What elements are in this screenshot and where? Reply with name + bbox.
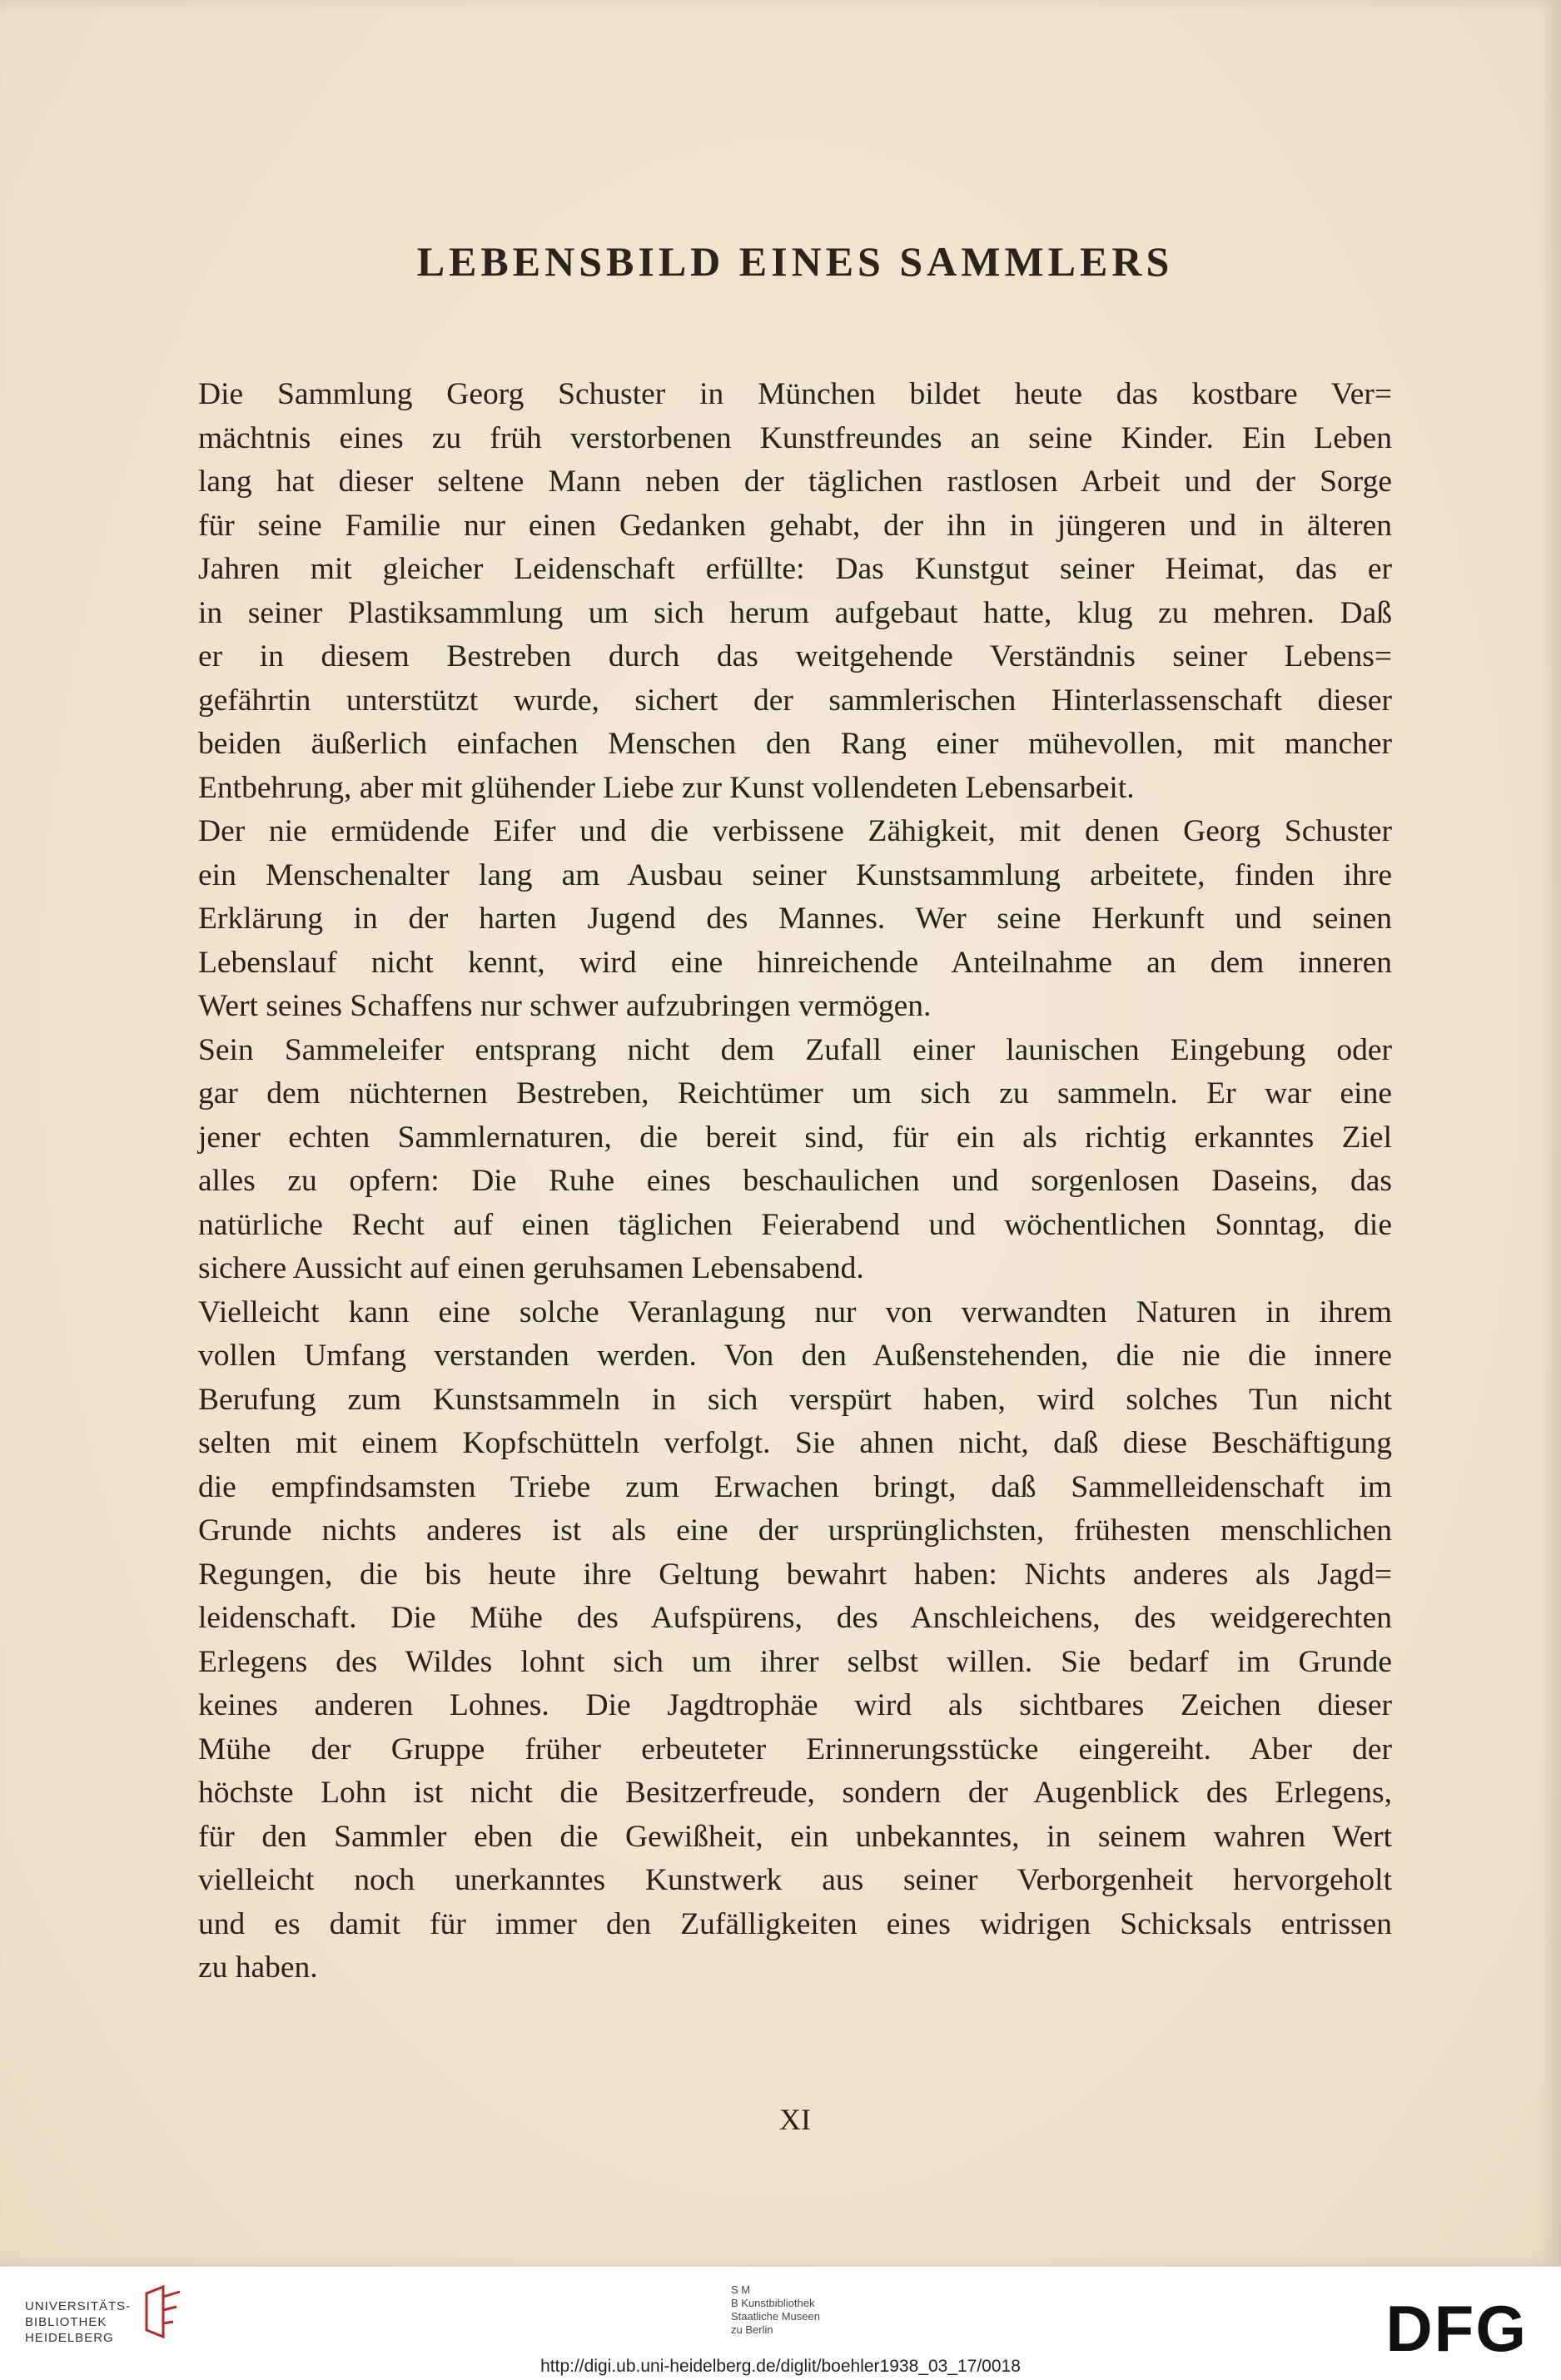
text-line: selten mit einem Kopfschütteln verfolgt. Sie ahnen nicht, daß diese Beschäftigung xyxy=(198,1426,1392,1460)
university-logo-icon xyxy=(140,2285,190,2343)
text-line: Jahren mit gleicher Leidenschaft erfüllte: Das Kunstgut seiner Heimat, das er xyxy=(198,552,1392,586)
text-line: für den Sammler eben die Gewißheit, ein unbekanntes, in seinem wahren Wert xyxy=(198,1819,1392,1854)
stamp-line: Staatliche Museen xyxy=(731,2310,820,2323)
page-number: XI xyxy=(779,2103,811,2136)
text-line: Sein Sammeleifer entsprang nicht dem Zufall einer launischen Eingebung oder xyxy=(198,1032,1392,1067)
text-line: mächtnis eines zu früh verstorbenen Kunstfreundes an seine Kinder. Ein Leben xyxy=(198,420,1392,455)
library-line: BIBLIOTHEK xyxy=(25,2315,107,2329)
page-title: LEBENSBILD EINES SAMMLERS xyxy=(416,238,1174,285)
footer-bar xyxy=(0,2266,1561,2380)
text-line: lang hat dieser seltene Mann neben der täglichen rastlosen Arbeit und der Sorge xyxy=(198,465,1392,499)
text-line: Vielleicht kann eine solche Veranlagung nur von verwandten Naturen in ihrem xyxy=(198,1294,1392,1329)
text-line: in seiner Plastiksammlung um sich herum aufgebaut hatte, klug zu mehren. Daß xyxy=(198,595,1392,630)
text-line: beiden äußerlich einfachen Menschen den Rang einer mühevollen, mit mancher xyxy=(198,727,1392,761)
text-line: und es damit für immer den Zufälligkeiten eines widrigen Schicksals entrissen xyxy=(198,1906,1392,1941)
stamp-line: zu Berlin xyxy=(731,2323,773,2336)
museum-stamp xyxy=(731,2283,820,2337)
text-line: sichere Aussicht auf einen geruhsamen Lebensabend. xyxy=(198,1251,864,1285)
text-line: natürliche Recht auf einen täglichen Feierabend und wöchentlichen Sonntag, die xyxy=(198,1207,1392,1242)
text-line: jener echten Sammlernaturen, die bereit sind, für ein als richtig erkanntes Ziel xyxy=(198,1120,1392,1155)
text-line: gefährtin unterstützt wurde, sichert der sammlerischen Hinterlassenschaft dieser xyxy=(198,683,1392,718)
text-line: vielleicht noch unerkanntes Kunstwerk aus seiner Verborgenheit hervorgeholt xyxy=(198,1863,1392,1897)
text-line: ein Menschenalter lang am Ausbau seiner Kunstsammlung arbeitete, finden ihre xyxy=(198,857,1392,892)
university-library-logo[interactable] xyxy=(25,2298,131,2346)
library-line: UNIVERSITÄTS- xyxy=(25,2299,132,2313)
text-line: Erlegens des Wildes lohnt sich um ihrer selbst willen. Sie bedarf im Grunde xyxy=(198,1644,1392,1679)
text-line: er in diesem Bestreben durch das weitgehende Verständnis seiner Lebens= xyxy=(198,639,1392,673)
text-line: vollen Umfang verstanden werden. Von den Außenstehenden, die nie die innere xyxy=(198,1339,1392,1373)
stamp-line: B Kunstbibliothek xyxy=(731,2297,815,2309)
text-line: Der nie ermüdende Eifer und die verbissene Zähigkeit, mit denen Georg Schuster xyxy=(198,814,1392,848)
text-line: Erklärung in der harten Jugend des Mannes. Wer seine Herkunft und seinen xyxy=(198,902,1392,936)
source-url-link[interactable]: http://digi.ub.uni-heidelberg.de/diglit/boehler1938_03_17/0018 xyxy=(540,2357,1021,2376)
body-text xyxy=(198,373,1392,1990)
library-line: HEIDELBERG xyxy=(25,2331,114,2345)
text-line: zu haben. xyxy=(198,1950,318,1985)
text-line: leidenschaft. Die Mühe des Aufspürens, des Anschleichens, des weidgerechten xyxy=(198,1601,1392,1635)
text-line: Mühe der Gruppe früher erbeuteter Erinnerungsstücke eingereiht. Aber der xyxy=(198,1732,1392,1766)
text-line: höchste Lohn ist nicht die Besitzerfreude, sondern der Augenblick des Erlegens, xyxy=(198,1776,1392,1810)
text-line: Wert seines Schaffens nur schwer aufzubringen vermögen. xyxy=(198,989,932,1023)
text-line: Berufung zum Kunstsammeln in sich verspürt haben, wird solches Tun nicht xyxy=(198,1382,1392,1417)
text-line: gar dem nüchternen Bestreben, Reichtümer um sich zu sammeln. Er war eine xyxy=(198,1076,1392,1111)
text-line: Die Sammlung Georg Schuster in München bildet heute das kostbare Ver= xyxy=(198,377,1392,411)
text-line: Grunde nichts anderes ist als eine der ursprünglichsten, frühesten menschlichen xyxy=(198,1513,1392,1548)
text-line: Lebenslauf nicht kennt, wird eine hinreichende Anteilnahme an dem inneren xyxy=(198,945,1392,980)
text-line: Entbehrung, aber mit glühender Liebe zur Kunst vollendeten Lebensarbeit. xyxy=(198,770,1135,805)
text-line: die empfindsamsten Triebe zum Erwachen bringt, daß Sammelleidenschaft im xyxy=(198,1469,1392,1504)
dfg-logo[interactable]: DFG xyxy=(1385,2292,1528,2365)
text-line: Regungen, die bis heute ihre Geltung bewahrt haben: Nichts anderes als Jagd= xyxy=(198,1557,1392,1592)
stamp-line: S M xyxy=(731,2283,751,2296)
text-line: für seine Familie nur einen Gedanken gehabt, der ihn in jüngeren und in älteren xyxy=(198,508,1392,543)
text-line: keines anderen Lohnes. Die Jagdtrophäe wird als sichtbares Zeichen dieser xyxy=(198,1688,1392,1722)
text-line: alles zu opfern: Die Ruhe eines beschaulichen und sorgenlosen Daseins, das xyxy=(198,1164,1392,1198)
